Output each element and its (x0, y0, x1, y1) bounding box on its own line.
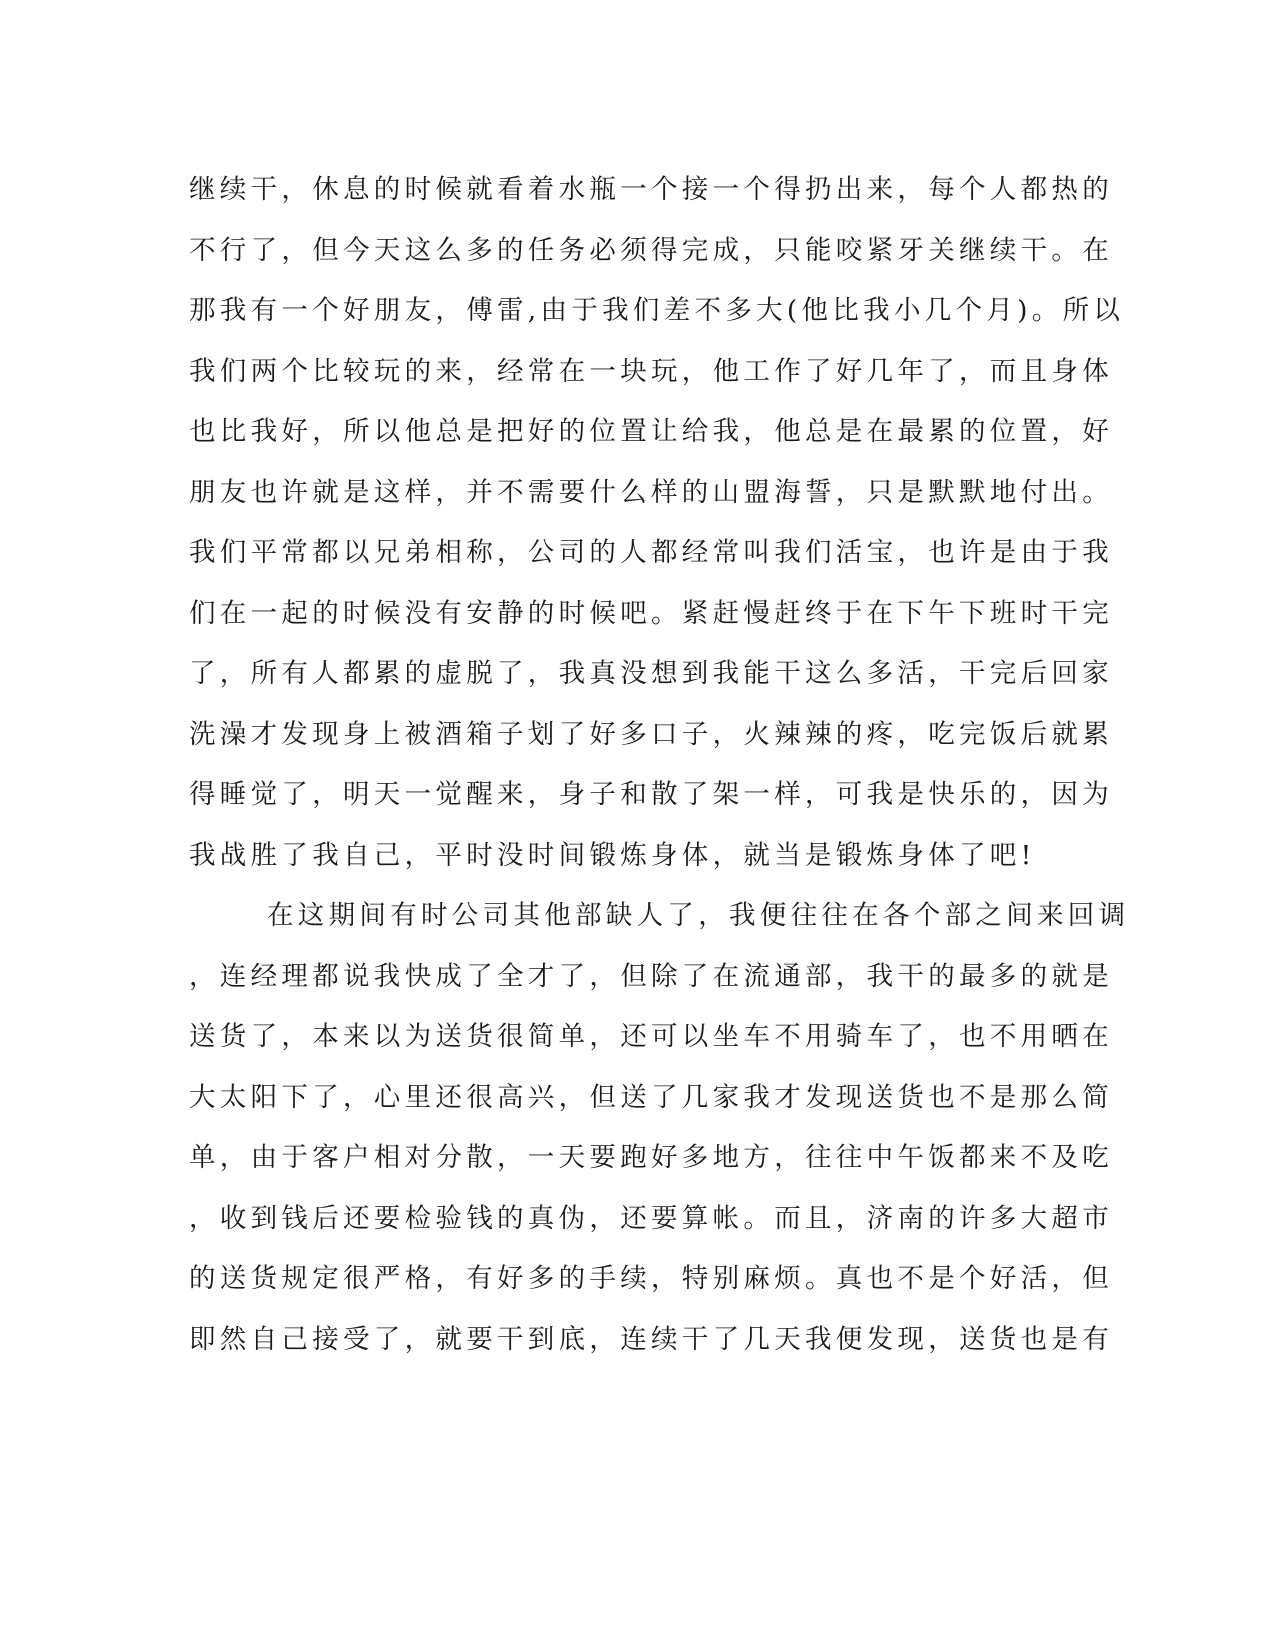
text-line: ，连经理都说我快成了全才了，但除了在流通部，我干的最多的就是 (189, 960, 1113, 992)
text-line-first-indented: 在这期间有时公司其他部缺人了，我便往往在各个部之间来回调 (267, 900, 1130, 931)
text-line: 我战胜了我自己，平时没时间锻炼身体，就当是锻炼身体了吧! (189, 839, 1036, 871)
text-line: 得睡觉了，明天一觉醒来，身子和散了架一样，可我是快乐的，因为 (189, 779, 1113, 810)
text-line: 大太阳下了，心里还很高兴，但送了几家我才发现送货也不是那么简 (189, 1081, 1113, 1113)
text-line: ，收到钱后还要检验钱的真伪，还要算帐。而且，济南的许多大超市 (189, 1202, 1113, 1234)
text-line: 的送货规定很严格，有好多的手续，特别麻烦。真也不是个好活，但 (189, 1263, 1113, 1294)
text-line: 那我有一个好朋友，傅雷,由于我们差不多大(他比我小几个月)。所以 (189, 295, 1125, 326)
text-line: 也比我好，所以他总是把好的位置让给我，他总是在最累的位置，好 (189, 416, 1113, 447)
text-line: 单，由于客户相对分散，一天要跑好多地方，往往中午饭都来不及吃 (189, 1142, 1113, 1173)
text-line: 朋友也许就是这样，并不需要什么样的山盟海誓，只是默默地付出。 (189, 476, 1113, 508)
text-line: 不行了，但今天这么多的任务必须得完成，只能咬紧牙关继续干。在 (189, 234, 1113, 266)
paragraph-1 (189, 160, 1125, 886)
paragraph-2 (189, 886, 1130, 1370)
text-line: 我们两个比较玩的来，经常在一块玩，他工作了好几年了，而且身体 (189, 355, 1113, 387)
text-line: 即然自己接受了，就要干到底，连续干了几天我便发现，送货也是有 (189, 1323, 1113, 1355)
text-line: 洗澡才发现身上被酒箱子划了好多口子，火辣辣的疼，吃完饭后就累 (189, 718, 1113, 750)
text-line: 送货了，本来以为送货很简单，还可以坐车不用骑车了，也不用晒在 (189, 1021, 1113, 1052)
text-line: 继续干，休息的时候就看着水瓶一个接一个得扔出来，每个人都热的 (189, 174, 1113, 205)
text-line: 了，所有人都累的虚脱了，我真没想到我能干这么多活，干完后回家 (189, 658, 1113, 689)
text-line: 我们平常都以兄弟相称，公司的人都经常叫我们活宝，也许是由于我 (189, 537, 1113, 568)
text-line: 们在一起的时候没有安静的时候吧。紧赶慢赶终于在下午下班时干完 (189, 597, 1113, 629)
body-text (189, 160, 1130, 1370)
